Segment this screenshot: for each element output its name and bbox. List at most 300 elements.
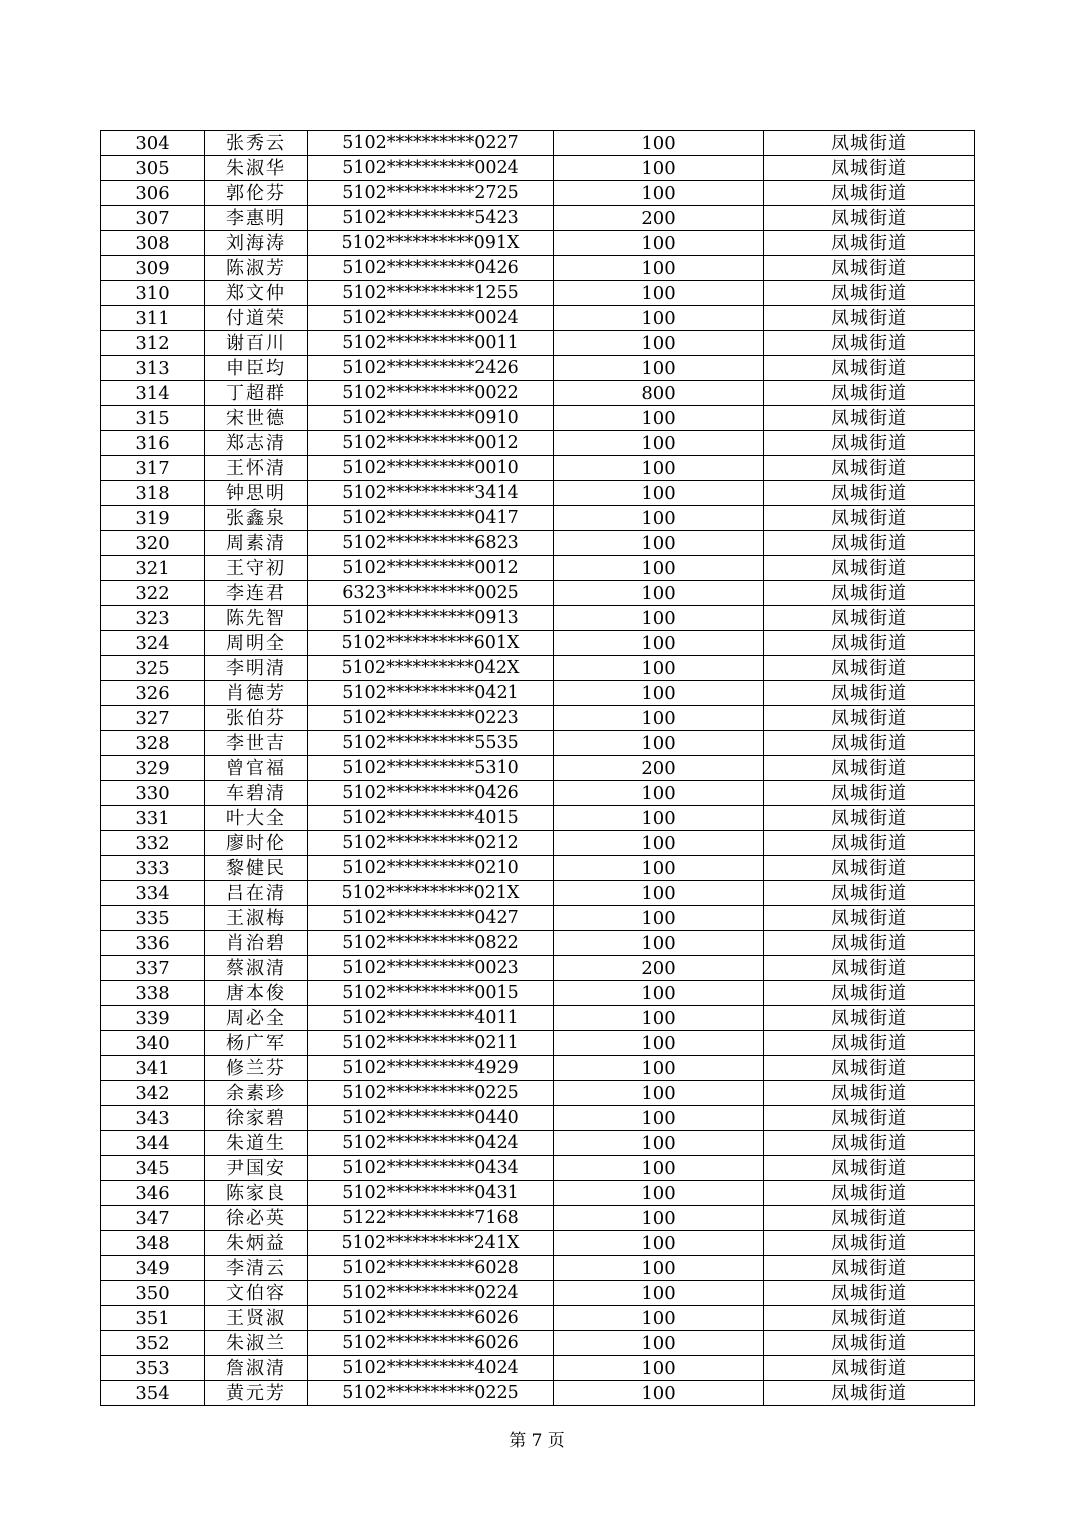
street-cell: 凤城街道 [764, 306, 975, 331]
street-cell: 凤城街道 [764, 881, 975, 906]
table-row [101, 831, 975, 856]
table-row [101, 931, 975, 956]
amount-cell: 100 [554, 731, 764, 756]
street-cell: 凤城街道 [764, 1081, 975, 1106]
id-number-cell: 5102**********091X [308, 231, 554, 256]
name-cell: 唐本俊 [205, 981, 308, 1006]
row-number-cell: 332 [101, 831, 205, 856]
table-row [101, 506, 975, 531]
street-cell: 凤城街道 [764, 1356, 975, 1381]
amount-cell: 200 [554, 756, 764, 781]
table-row [101, 1381, 975, 1406]
id-number-cell: 5102**********6028 [308, 1256, 554, 1281]
id-number-cell: 5102**********2426 [308, 356, 554, 381]
street-cell: 凤城街道 [764, 1006, 975, 1031]
table-row [101, 656, 975, 681]
name-cell: 吕在清 [205, 881, 308, 906]
amount-cell: 100 [554, 831, 764, 856]
street-cell: 凤城街道 [764, 706, 975, 731]
amount-cell: 100 [554, 806, 764, 831]
id-number-cell: 5102**********0426 [308, 781, 554, 806]
amount-cell: 100 [554, 1131, 764, 1156]
id-number-cell: 5102**********0225 [308, 1081, 554, 1106]
id-number-cell: 5102**********021X [308, 881, 554, 906]
street-cell: 凤城街道 [764, 631, 975, 656]
street-cell: 凤城街道 [764, 1381, 975, 1406]
row-number-cell: 333 [101, 856, 205, 881]
street-cell: 凤城街道 [764, 931, 975, 956]
table-row [101, 956, 975, 981]
name-cell: 郭伦芬 [205, 181, 308, 206]
id-number-cell: 5102**********6026 [308, 1306, 554, 1331]
row-number-cell: 304 [101, 131, 205, 156]
row-number-cell: 308 [101, 231, 205, 256]
amount-cell: 100 [554, 1181, 764, 1206]
id-number-cell: 5102**********0010 [308, 456, 554, 481]
name-cell: 刘海涛 [205, 231, 308, 256]
row-number-cell: 310 [101, 281, 205, 306]
roster-table [100, 130, 975, 1406]
street-cell: 凤城街道 [764, 206, 975, 231]
amount-cell: 100 [554, 1331, 764, 1356]
street-cell: 凤城街道 [764, 1131, 975, 1156]
id-number-cell: 5102**********0210 [308, 856, 554, 881]
id-number-cell: 5102**********1255 [308, 281, 554, 306]
amount-cell: 100 [554, 856, 764, 881]
id-number-cell: 5102**********0421 [308, 681, 554, 706]
street-cell: 凤城街道 [764, 1281, 975, 1306]
table-row [101, 1256, 975, 1281]
street-cell: 凤城街道 [764, 806, 975, 831]
name-cell: 付道荣 [205, 306, 308, 331]
table-row [101, 1231, 975, 1256]
street-cell: 凤城街道 [764, 231, 975, 256]
amount-cell: 100 [554, 1206, 764, 1231]
name-cell: 蔡淑清 [205, 956, 308, 981]
street-cell: 凤城街道 [764, 1056, 975, 1081]
street-cell: 凤城街道 [764, 756, 975, 781]
table-row [101, 881, 975, 906]
row-number-cell: 323 [101, 606, 205, 631]
street-cell: 凤城街道 [764, 1231, 975, 1256]
amount-cell: 100 [554, 681, 764, 706]
amount-cell: 200 [554, 206, 764, 231]
row-number-cell: 347 [101, 1206, 205, 1231]
amount-cell: 100 [554, 781, 764, 806]
street-cell: 凤城街道 [764, 1031, 975, 1056]
row-number-cell: 336 [101, 931, 205, 956]
id-number-cell: 5102**********6823 [308, 531, 554, 556]
name-cell: 詹淑清 [205, 1356, 308, 1381]
id-number-cell: 5102**********0015 [308, 981, 554, 1006]
name-cell: 修兰芬 [205, 1056, 308, 1081]
row-number-cell: 309 [101, 256, 205, 281]
name-cell: 陈家良 [205, 1181, 308, 1206]
amount-cell: 100 [554, 1281, 764, 1306]
amount-cell: 100 [554, 506, 764, 531]
street-cell: 凤城街道 [764, 131, 975, 156]
street-cell: 凤城街道 [764, 731, 975, 756]
id-number-cell: 5102**********0023 [308, 956, 554, 981]
table-row [101, 1031, 975, 1056]
name-cell: 文伯容 [205, 1281, 308, 1306]
street-cell: 凤城街道 [764, 406, 975, 431]
table-row [101, 406, 975, 431]
id-number-cell: 5102**********601X [308, 631, 554, 656]
street-cell: 凤城街道 [764, 581, 975, 606]
row-number-cell: 316 [101, 431, 205, 456]
table-row [101, 331, 975, 356]
street-cell: 凤城街道 [764, 606, 975, 631]
row-number-cell: 327 [101, 706, 205, 731]
id-number-cell: 5102**********0012 [308, 556, 554, 581]
table-row [101, 1081, 975, 1106]
table-row [101, 731, 975, 756]
roster-table-body [101, 131, 975, 1406]
row-number-cell: 353 [101, 1356, 205, 1381]
table-row [101, 706, 975, 731]
row-number-cell: 342 [101, 1081, 205, 1106]
table-row [101, 206, 975, 231]
id-number-cell: 5102**********6026 [308, 1331, 554, 1356]
id-number-cell: 5102**********0212 [308, 831, 554, 856]
name-cell: 王守初 [205, 556, 308, 581]
id-number-cell: 5102**********0440 [308, 1106, 554, 1131]
name-cell: 王贤淑 [205, 1306, 308, 1331]
table-row [101, 1181, 975, 1206]
name-cell: 宋世德 [205, 406, 308, 431]
row-number-cell: 345 [101, 1156, 205, 1181]
table-row [101, 1356, 975, 1381]
table-row [101, 181, 975, 206]
amount-cell: 100 [554, 1231, 764, 1256]
amount-cell: 100 [554, 531, 764, 556]
name-cell: 杨广军 [205, 1031, 308, 1056]
table-row [101, 531, 975, 556]
table-row [101, 131, 975, 156]
row-number-cell: 328 [101, 731, 205, 756]
name-cell: 张伯芬 [205, 706, 308, 731]
street-cell: 凤城街道 [764, 1156, 975, 1181]
id-number-cell: 5102**********4015 [308, 806, 554, 831]
table-row [101, 1106, 975, 1131]
table-row [101, 1281, 975, 1306]
row-number-cell: 335 [101, 906, 205, 931]
name-cell: 李世吉 [205, 731, 308, 756]
street-cell: 凤城街道 [764, 1106, 975, 1131]
street-cell: 凤城街道 [764, 331, 975, 356]
id-number-cell: 5102**********0913 [308, 606, 554, 631]
amount-cell: 100 [554, 706, 764, 731]
amount-cell: 100 [554, 1381, 764, 1406]
id-number-cell: 5102**********0011 [308, 331, 554, 356]
street-cell: 凤城街道 [764, 1306, 975, 1331]
row-number-cell: 322 [101, 581, 205, 606]
street-cell: 凤城街道 [764, 431, 975, 456]
row-number-cell: 349 [101, 1256, 205, 1281]
row-number-cell: 339 [101, 1006, 205, 1031]
amount-cell: 100 [554, 1356, 764, 1381]
row-number-cell: 334 [101, 881, 205, 906]
table-row [101, 981, 975, 1006]
name-cell: 廖时伦 [205, 831, 308, 856]
row-number-cell: 319 [101, 506, 205, 531]
table-row [101, 1156, 975, 1181]
street-cell: 凤城街道 [764, 156, 975, 181]
amount-cell: 100 [554, 881, 764, 906]
street-cell: 凤城街道 [764, 831, 975, 856]
id-number-cell: 5102**********0225 [308, 1381, 554, 1406]
name-cell: 朱道生 [205, 1131, 308, 1156]
row-number-cell: 314 [101, 381, 205, 406]
amount-cell: 100 [554, 1156, 764, 1181]
name-cell: 陈先智 [205, 606, 308, 631]
amount-cell: 100 [554, 306, 764, 331]
id-number-cell: 5102**********0434 [308, 1156, 554, 1181]
name-cell: 徐家碧 [205, 1106, 308, 1131]
id-number-cell: 5102**********042X [308, 656, 554, 681]
name-cell: 张秀云 [205, 131, 308, 156]
row-number-cell: 313 [101, 356, 205, 381]
table-row [101, 856, 975, 881]
row-number-cell: 325 [101, 656, 205, 681]
id-number-cell: 5102**********0224 [308, 1281, 554, 1306]
street-cell: 凤城街道 [764, 181, 975, 206]
street-cell: 凤城街道 [764, 1256, 975, 1281]
street-cell: 凤城街道 [764, 556, 975, 581]
amount-cell: 100 [554, 581, 764, 606]
amount-cell: 100 [554, 481, 764, 506]
name-cell: 朱淑华 [205, 156, 308, 181]
id-number-cell: 5102**********0910 [308, 406, 554, 431]
id-number-cell: 5102**********0431 [308, 1181, 554, 1206]
amount-cell: 100 [554, 131, 764, 156]
name-cell: 申臣均 [205, 356, 308, 381]
id-number-cell: 5102**********5423 [308, 206, 554, 231]
row-number-cell: 341 [101, 1056, 205, 1081]
id-number-cell: 5102**********4929 [308, 1056, 554, 1081]
street-cell: 凤城街道 [764, 1206, 975, 1231]
row-number-cell: 331 [101, 806, 205, 831]
amount-cell: 100 [554, 356, 764, 381]
amount-cell: 100 [554, 906, 764, 931]
row-number-cell: 344 [101, 1131, 205, 1156]
amount-cell: 100 [554, 606, 764, 631]
table-row [101, 581, 975, 606]
id-number-cell: 5102**********2725 [308, 181, 554, 206]
name-cell: 尹国安 [205, 1156, 308, 1181]
id-number-cell: 5102**********0424 [308, 1131, 554, 1156]
name-cell: 黎健民 [205, 856, 308, 881]
row-number-cell: 351 [101, 1306, 205, 1331]
row-number-cell: 329 [101, 756, 205, 781]
amount-cell: 100 [554, 256, 764, 281]
street-cell: 凤城街道 [764, 1331, 975, 1356]
table-row [101, 1006, 975, 1031]
name-cell: 郑文仲 [205, 281, 308, 306]
street-cell: 凤城街道 [764, 781, 975, 806]
name-cell: 车碧清 [205, 781, 308, 806]
amount-cell: 100 [554, 556, 764, 581]
id-number-cell: 5102**********0022 [308, 381, 554, 406]
name-cell: 李明清 [205, 656, 308, 681]
amount-cell: 100 [554, 456, 764, 481]
amount-cell: 100 [554, 1081, 764, 1106]
table-row [101, 256, 975, 281]
table-row [101, 1131, 975, 1156]
row-number-cell: 350 [101, 1281, 205, 1306]
table-row [101, 606, 975, 631]
row-number-cell: 346 [101, 1181, 205, 1206]
amount-cell: 100 [554, 981, 764, 1006]
id-number-cell: 6323**********0025 [308, 581, 554, 606]
street-cell: 凤城街道 [764, 256, 975, 281]
street-cell: 凤城街道 [764, 281, 975, 306]
street-cell: 凤城街道 [764, 906, 975, 931]
amount-cell: 100 [554, 331, 764, 356]
table-row [101, 1331, 975, 1356]
name-cell: 肖德芳 [205, 681, 308, 706]
row-number-cell: 312 [101, 331, 205, 356]
name-cell: 李清云 [205, 1256, 308, 1281]
amount-cell: 100 [554, 181, 764, 206]
name-cell: 钟思明 [205, 481, 308, 506]
table-row [101, 281, 975, 306]
id-number-cell: 5102**********0426 [308, 256, 554, 281]
name-cell: 肖治碧 [205, 931, 308, 956]
amount-cell: 100 [554, 281, 764, 306]
id-number-cell: 5102**********0211 [308, 1031, 554, 1056]
row-number-cell: 307 [101, 206, 205, 231]
row-number-cell: 315 [101, 406, 205, 431]
row-number-cell: 306 [101, 181, 205, 206]
amount-cell: 100 [554, 431, 764, 456]
id-number-cell: 5102**********0024 [308, 156, 554, 181]
table-row [101, 631, 975, 656]
amount-cell: 100 [554, 1256, 764, 1281]
row-number-cell: 311 [101, 306, 205, 331]
amount-cell: 100 [554, 631, 764, 656]
id-number-cell: 5102**********4024 [308, 1356, 554, 1381]
id-number-cell: 5102**********5535 [308, 731, 554, 756]
street-cell: 凤城街道 [764, 381, 975, 406]
street-cell: 凤城街道 [764, 456, 975, 481]
amount-cell: 100 [554, 1006, 764, 1031]
row-number-cell: 305 [101, 156, 205, 181]
name-cell: 张鑫泉 [205, 506, 308, 531]
amount-cell: 100 [554, 931, 764, 956]
street-cell: 凤城街道 [764, 681, 975, 706]
row-number-cell: 354 [101, 1381, 205, 1406]
amount-cell: 100 [554, 656, 764, 681]
name-cell: 王怀清 [205, 456, 308, 481]
street-cell: 凤城街道 [764, 506, 975, 531]
table-row [101, 806, 975, 831]
id-number-cell: 5102**********0012 [308, 431, 554, 456]
street-cell: 凤城街道 [764, 956, 975, 981]
table-row [101, 756, 975, 781]
amount-cell: 200 [554, 956, 764, 981]
id-number-cell: 5102**********3414 [308, 481, 554, 506]
id-number-cell: 5102**********5310 [308, 756, 554, 781]
row-number-cell: 348 [101, 1231, 205, 1256]
name-cell: 叶大全 [205, 806, 308, 831]
table-row [101, 156, 975, 181]
table-row [101, 481, 975, 506]
name-cell: 王淑梅 [205, 906, 308, 931]
row-number-cell: 352 [101, 1331, 205, 1356]
table-row [101, 431, 975, 456]
name-cell: 郑志清 [205, 431, 308, 456]
name-cell: 余素珍 [205, 1081, 308, 1106]
row-number-cell: 324 [101, 631, 205, 656]
amount-cell: 800 [554, 381, 764, 406]
table-row [101, 681, 975, 706]
street-cell: 凤城街道 [764, 481, 975, 506]
amount-cell: 100 [554, 1056, 764, 1081]
amount-cell: 100 [554, 1106, 764, 1131]
amount-cell: 100 [554, 406, 764, 431]
page-number: 第 7 页 [509, 1431, 565, 1451]
name-cell: 朱淑兰 [205, 1331, 308, 1356]
name-cell: 丁超群 [205, 381, 308, 406]
name-cell: 周必全 [205, 1006, 308, 1031]
table-row [101, 906, 975, 931]
table-row [101, 231, 975, 256]
row-number-cell: 320 [101, 531, 205, 556]
table-row [101, 556, 975, 581]
id-number-cell: 5102**********4011 [308, 1006, 554, 1031]
row-number-cell: 338 [101, 981, 205, 1006]
row-number-cell: 321 [101, 556, 205, 581]
amount-cell: 100 [554, 1031, 764, 1056]
table-row [101, 1206, 975, 1231]
street-cell: 凤城街道 [764, 856, 975, 881]
street-cell: 凤城街道 [764, 356, 975, 381]
row-number-cell: 318 [101, 481, 205, 506]
table-row [101, 456, 975, 481]
table-row [101, 1306, 975, 1331]
row-number-cell: 343 [101, 1106, 205, 1131]
id-number-cell: 5102**********241X [308, 1231, 554, 1256]
name-cell: 黄元芳 [205, 1381, 308, 1406]
name-cell: 曾官福 [205, 756, 308, 781]
row-number-cell: 340 [101, 1031, 205, 1056]
name-cell: 徐必英 [205, 1206, 308, 1231]
amount-cell: 100 [554, 231, 764, 256]
name-cell: 李连君 [205, 581, 308, 606]
id-number-cell: 5102**********0822 [308, 931, 554, 956]
id-number-cell: 5102**********0417 [308, 506, 554, 531]
amount-cell: 100 [554, 1306, 764, 1331]
table-row [101, 381, 975, 406]
id-number-cell: 5102**********0223 [308, 706, 554, 731]
id-number-cell: 5102**********0227 [308, 131, 554, 156]
street-cell: 凤城街道 [764, 656, 975, 681]
table-row [101, 781, 975, 806]
street-cell: 凤城街道 [764, 981, 975, 1006]
id-number-cell: 5102**********0024 [308, 306, 554, 331]
amount-cell: 100 [554, 156, 764, 181]
row-number-cell: 326 [101, 681, 205, 706]
table-row [101, 1056, 975, 1081]
name-cell: 朱炳益 [205, 1231, 308, 1256]
row-number-cell: 317 [101, 456, 205, 481]
name-cell: 李惠明 [205, 206, 308, 231]
name-cell: 谢百川 [205, 331, 308, 356]
street-cell: 凤城街道 [764, 1181, 975, 1206]
name-cell: 周素清 [205, 531, 308, 556]
